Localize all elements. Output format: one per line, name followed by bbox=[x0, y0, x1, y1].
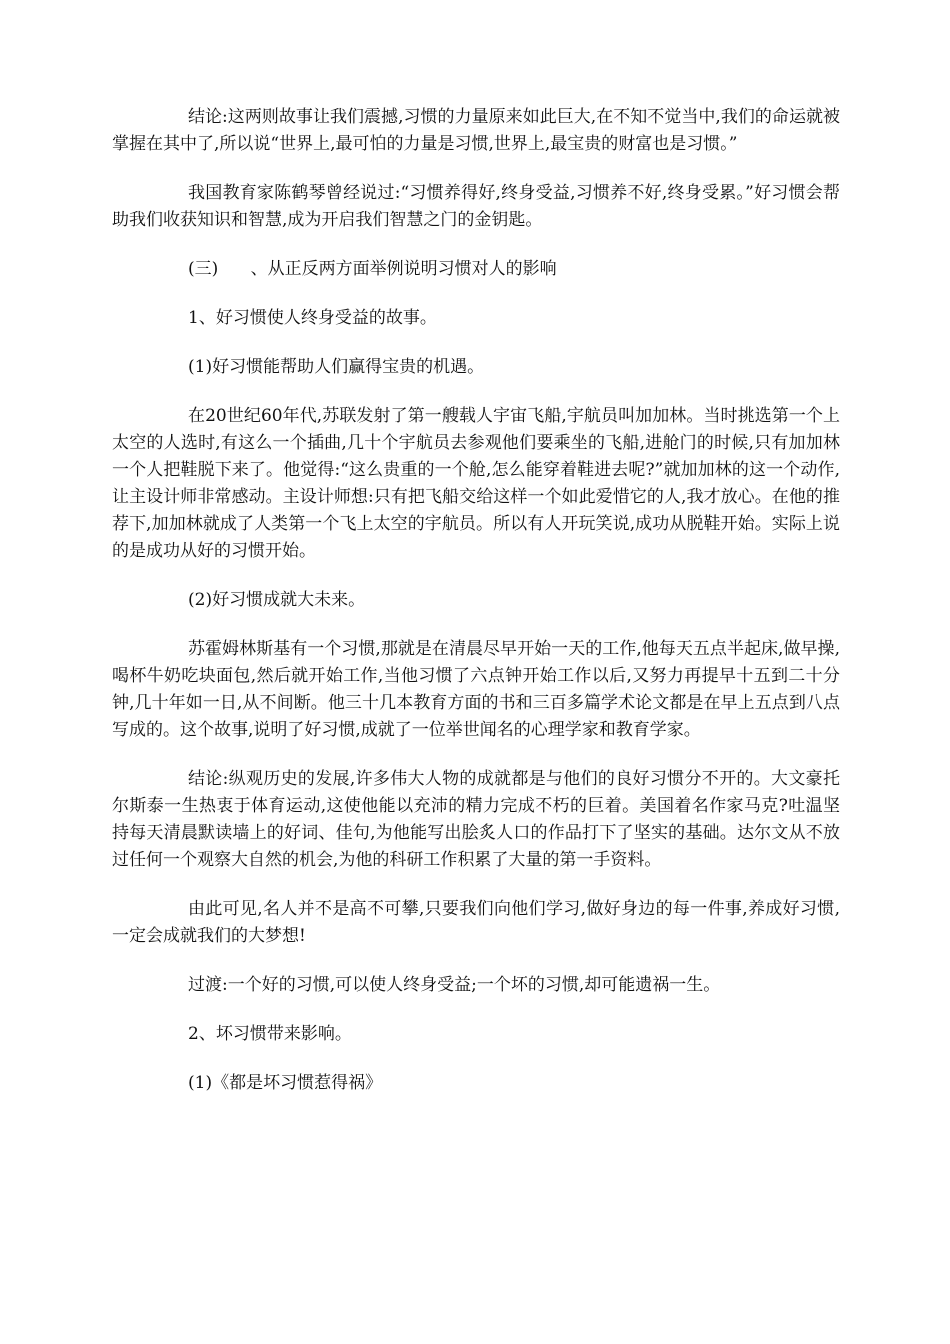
subheading-good-habits: 1、好习惯使人终身受益的故事。 bbox=[188, 308, 437, 328]
paragraph-summary: 由此可见,名人并不是高不可攀,只要我们向他们学习,做好身边的每一件事,养成好习惯,一定会成就我们的大梦想! bbox=[112, 899, 840, 946]
paragraph-conclusion-1: 结论:这两则故事让我们震撼,习惯的力量原来如此巨大,在不知不觉当中,我们的命运就被掌握在其中了,所以说“世界上,最可怕的力量是习惯,世界上,最宝贵的财富也是习惯。” bbox=[112, 107, 840, 154]
paragraph-conclusion-2: 结论:纵观历史的发展,许多伟大人物的成就都是与他们的良好习惯分不开的。大文豪托尔斯泰一生热衷于体育运动,这使他能以充沛的精力完成不朽的巨着。美国着名作家马克?吐温坚持每天清晨默读墙上的好词、佳句,为他能写出脍炙人口的作品打下了坚实的基础。达尔文从不放过任何一个观察大自然的机会,为他的科研工作积累了大量的第一手资料。 bbox=[112, 769, 840, 870]
paragraph-transition: 过渡:一个好的习惯,可以使人终身受益;一个坏的习惯,却可能遗祸一生。 bbox=[188, 975, 721, 995]
paragraph-sukhomlinsky-story: 苏霍姆林斯基有一个习惯,那就是在清晨尽早开始一天的工作,他每天五点半起床,做早操,喝杯牛奶吃块面包,然后就开始工作,当他习惯了六点钟开始工作以后,又努力再提早十五到二十分钟,几十年如一日,从不间断。他三十几本教育方面的书和三百多篇学术论文都是在早上五点到八点写成的。这个故事,说明了好习惯,成就了一位举世闻名的心理学家和教育学家。 bbox=[112, 639, 840, 740]
subheading-good-habits-1: (1)好习惯能帮助人们赢得宝贵的机遇。 bbox=[188, 357, 485, 377]
subheading-bad-habits: 2、坏习惯带来影响。 bbox=[188, 1024, 352, 1044]
paragraph-gagarin-story: 在20世纪60年代,苏联发射了第一艘载人宇宙飞船,宇航员叫加加林。当时挑选第一个上太空的人选时,有这么一个插曲,几十个宇航员去参观他们要乘坐的飞船,进舱门的时候,只有加加林一个人把鞋脱下来了。他觉得:“这么贵重的一个舱,怎么能穿着鞋进去呢?”就加加林的这一个动作,让主设计师非常感动。主设计师想:只有把飞船交给这样一个如此爱惜它的人,我才放心。在他的推荐下,加加林就成了人类第一个飞上太空的宇航员。所以有人开玩笑说,成功从脱鞋开始。实际上说的是成功从好的习惯开始。 bbox=[112, 406, 840, 561]
paragraph-quote-chen-heqin: 我国教育家陈鹤琴曾经说过:“习惯养得好,终身受益,习惯养不好,终身受累。”好习惯会帮助我们收获知识和智慧,成为开启我们智慧之门的金钥匙。 bbox=[112, 183, 840, 230]
section-heading-3: (三) 、从正反两方面举例说明习惯对人的影响 bbox=[188, 259, 557, 279]
subheading-good-habits-2: (2)好习惯成就大未来。 bbox=[188, 590, 366, 610]
subheading-bad-habits-1: (1)《都是坏习惯惹得祸》 bbox=[188, 1073, 383, 1093]
